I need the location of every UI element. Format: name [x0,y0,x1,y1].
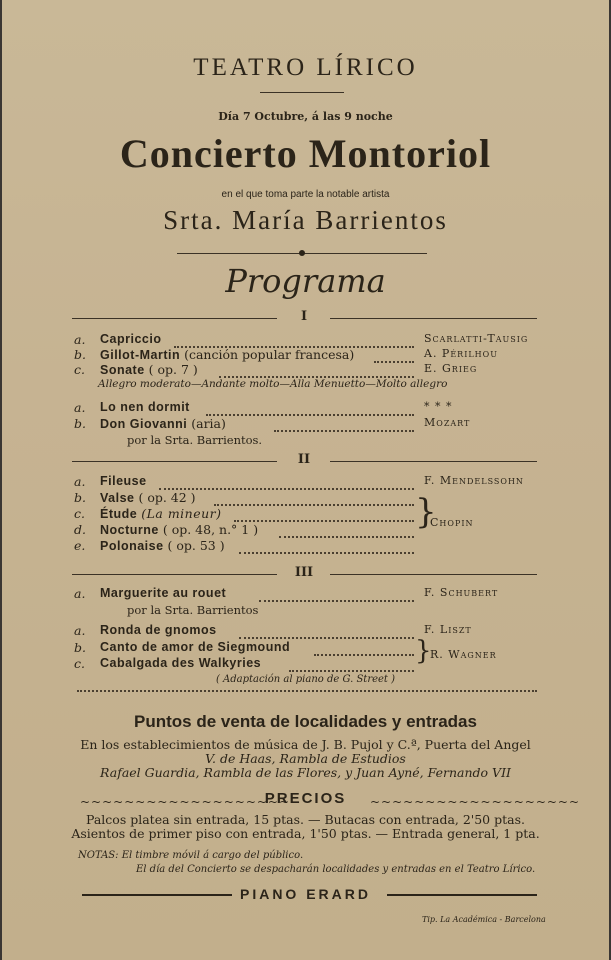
composer: F. Mendelssohn [424,474,524,487]
section-number: II [297,452,311,467]
price-line: Palcos platea sin entrada, 15 ptas. — Butacas con entrada, 2'50 ptas. [86,812,525,827]
item-letter: a. [74,474,86,489]
note-line: El día del Concierto se despacharán localidades y entradas en el Teatro Lírico. [136,864,536,875]
section-rule [72,461,277,462]
note-line: NOTAS: El timbre móvil á cargo del público. [78,850,304,861]
piece-title: Valse ( op. 42 ) [100,490,196,505]
item-letter: a. [74,586,86,601]
programme-heading: Programa [225,262,386,300]
prices-title: PRECIOS [264,790,347,807]
leader-dots [206,400,414,416]
wavy-rule: ~~~~~~~~~~~~~~~~~~~ [370,795,581,809]
performer-note: por la Srta. Barrientos [127,603,259,617]
leader-dots [174,332,414,348]
footer-rule [387,894,537,896]
programme-item [74,400,534,416]
item-letter: b. [74,490,86,505]
piece-title: Polonaise ( op. 53 ) [100,538,225,553]
piece-title: Sonate ( op. 7 ) [100,362,198,377]
price-line: Asientos de primer piso con entrada, 1'50 ptas. — Entrada general, 1 pta. [71,826,540,841]
programme-item [74,623,534,639]
composer: Scarlatti-Tausig [424,332,529,345]
piece-title: Marguerite au rouet [100,586,227,600]
sales-line: V. de Haas, Rambla de Estudios [205,751,406,766]
theatre-name: TEATRO LÍRICO [193,54,418,81]
section-heading-3 [72,565,537,580]
item-letter: a. [74,623,86,638]
item-letter: c. [74,362,85,377]
item-letter: b. [74,640,86,655]
sales-line: Rafael Guardia, Rambla de las Flores, y Juan Ayné, Fernando VII [100,765,511,780]
section-rule [330,461,537,462]
section-rule [72,318,277,319]
programme-item [74,474,534,490]
item-letter: d. [74,522,86,537]
printer-imprint: Tip. La Académica - Barcelona [422,915,546,924]
piece-title: Étude (La mineur) [100,506,222,521]
piece-title: Capriccio [100,332,162,346]
header-rule [260,92,344,93]
piece-title: Cabalgada des Walkyries [100,656,262,670]
sales-title: Puntos de venta de localidades y entradas [134,712,477,731]
section-heading-1 [72,309,537,324]
leader-dots [259,586,414,602]
composer: F. Schubert [424,586,499,599]
performer-note: por la Srta. Barrientos. [127,433,263,447]
item-letter: c. [74,656,85,671]
programme-item [74,416,534,432]
leader-dots [279,522,414,538]
adaptation-note: ( Adaptación al piano de G. Street ) [215,674,396,685]
programme-item [74,362,534,378]
artist-name: Srta. María Barrientos [163,205,448,235]
artist-intro: en el que toma parte la notable artista [221,189,390,200]
leader-dots [239,538,414,554]
programme-item [74,586,534,602]
piece-title: Ronda de gnomos [100,623,217,637]
programme-item [74,490,534,506]
piece-title: Canto de amor de Siegmound [100,640,291,654]
leader-dots [374,347,414,363]
section-rule [72,574,277,575]
leader-dots [219,362,414,378]
composer: Mozart [424,416,471,429]
composer: E. Grieg [424,362,478,375]
piece-title: Gillot-Martin (canción popular francesa) [100,347,355,362]
programme-item [74,332,534,348]
sonata-movements: Allegro moderato—Andante molto—Alla Menuetto—Molto allegro [98,378,448,390]
group-composer: R. Wagner [430,648,497,661]
item-letter: c. [74,506,85,521]
wavy-rule: ~~~~~~~~~~~~~~~~~~~ [80,795,291,809]
section-number: III [294,565,314,580]
section-number: I [300,309,308,324]
concert-date: Día 7 Octubre, á las 9 noche [218,110,393,123]
concert-programme-sheet [2,0,609,960]
item-letter: a. [74,332,86,347]
composer: * * * [424,400,453,413]
leader-dots [214,490,414,506]
leader-dots [314,640,414,656]
leader-dots [234,506,414,522]
section-heading-2 [72,452,537,467]
programme-item [74,538,534,554]
brace: } [415,492,437,532]
brace: } [415,636,432,666]
leader-dots [239,623,414,639]
concert-title: Concierto Montoriol [119,131,492,176]
dotted-separator [77,690,537,692]
section-rule [330,318,537,319]
leader-dots [159,474,414,490]
leader-dots [289,656,414,672]
piece-title: Fileuse [100,474,147,488]
piece-title: Don Giovanni (aria) [100,416,226,431]
section-rule [330,574,537,575]
sales-line: En los establecimientos de música de J. B. Pujol y C.ª, Puerta del Angel [80,737,531,752]
item-letter: b. [74,416,86,431]
item-letter: a. [74,400,86,415]
leader-dots [274,416,414,432]
item-letter: e. [74,538,86,553]
composer: F. Liszt [424,623,472,636]
piece-title: Lo nen dormit [100,400,190,414]
item-letter: b. [74,347,86,362]
group-composer: Chopin [430,516,474,529]
ornament-dot [299,250,305,256]
composer: A. Périlhou [424,347,498,360]
piece-title: Nocturne ( op. 48, n.° 1 ) [100,522,259,537]
programme-item [74,347,534,363]
piano-sponsor: PIANO ERARD [239,886,371,902]
